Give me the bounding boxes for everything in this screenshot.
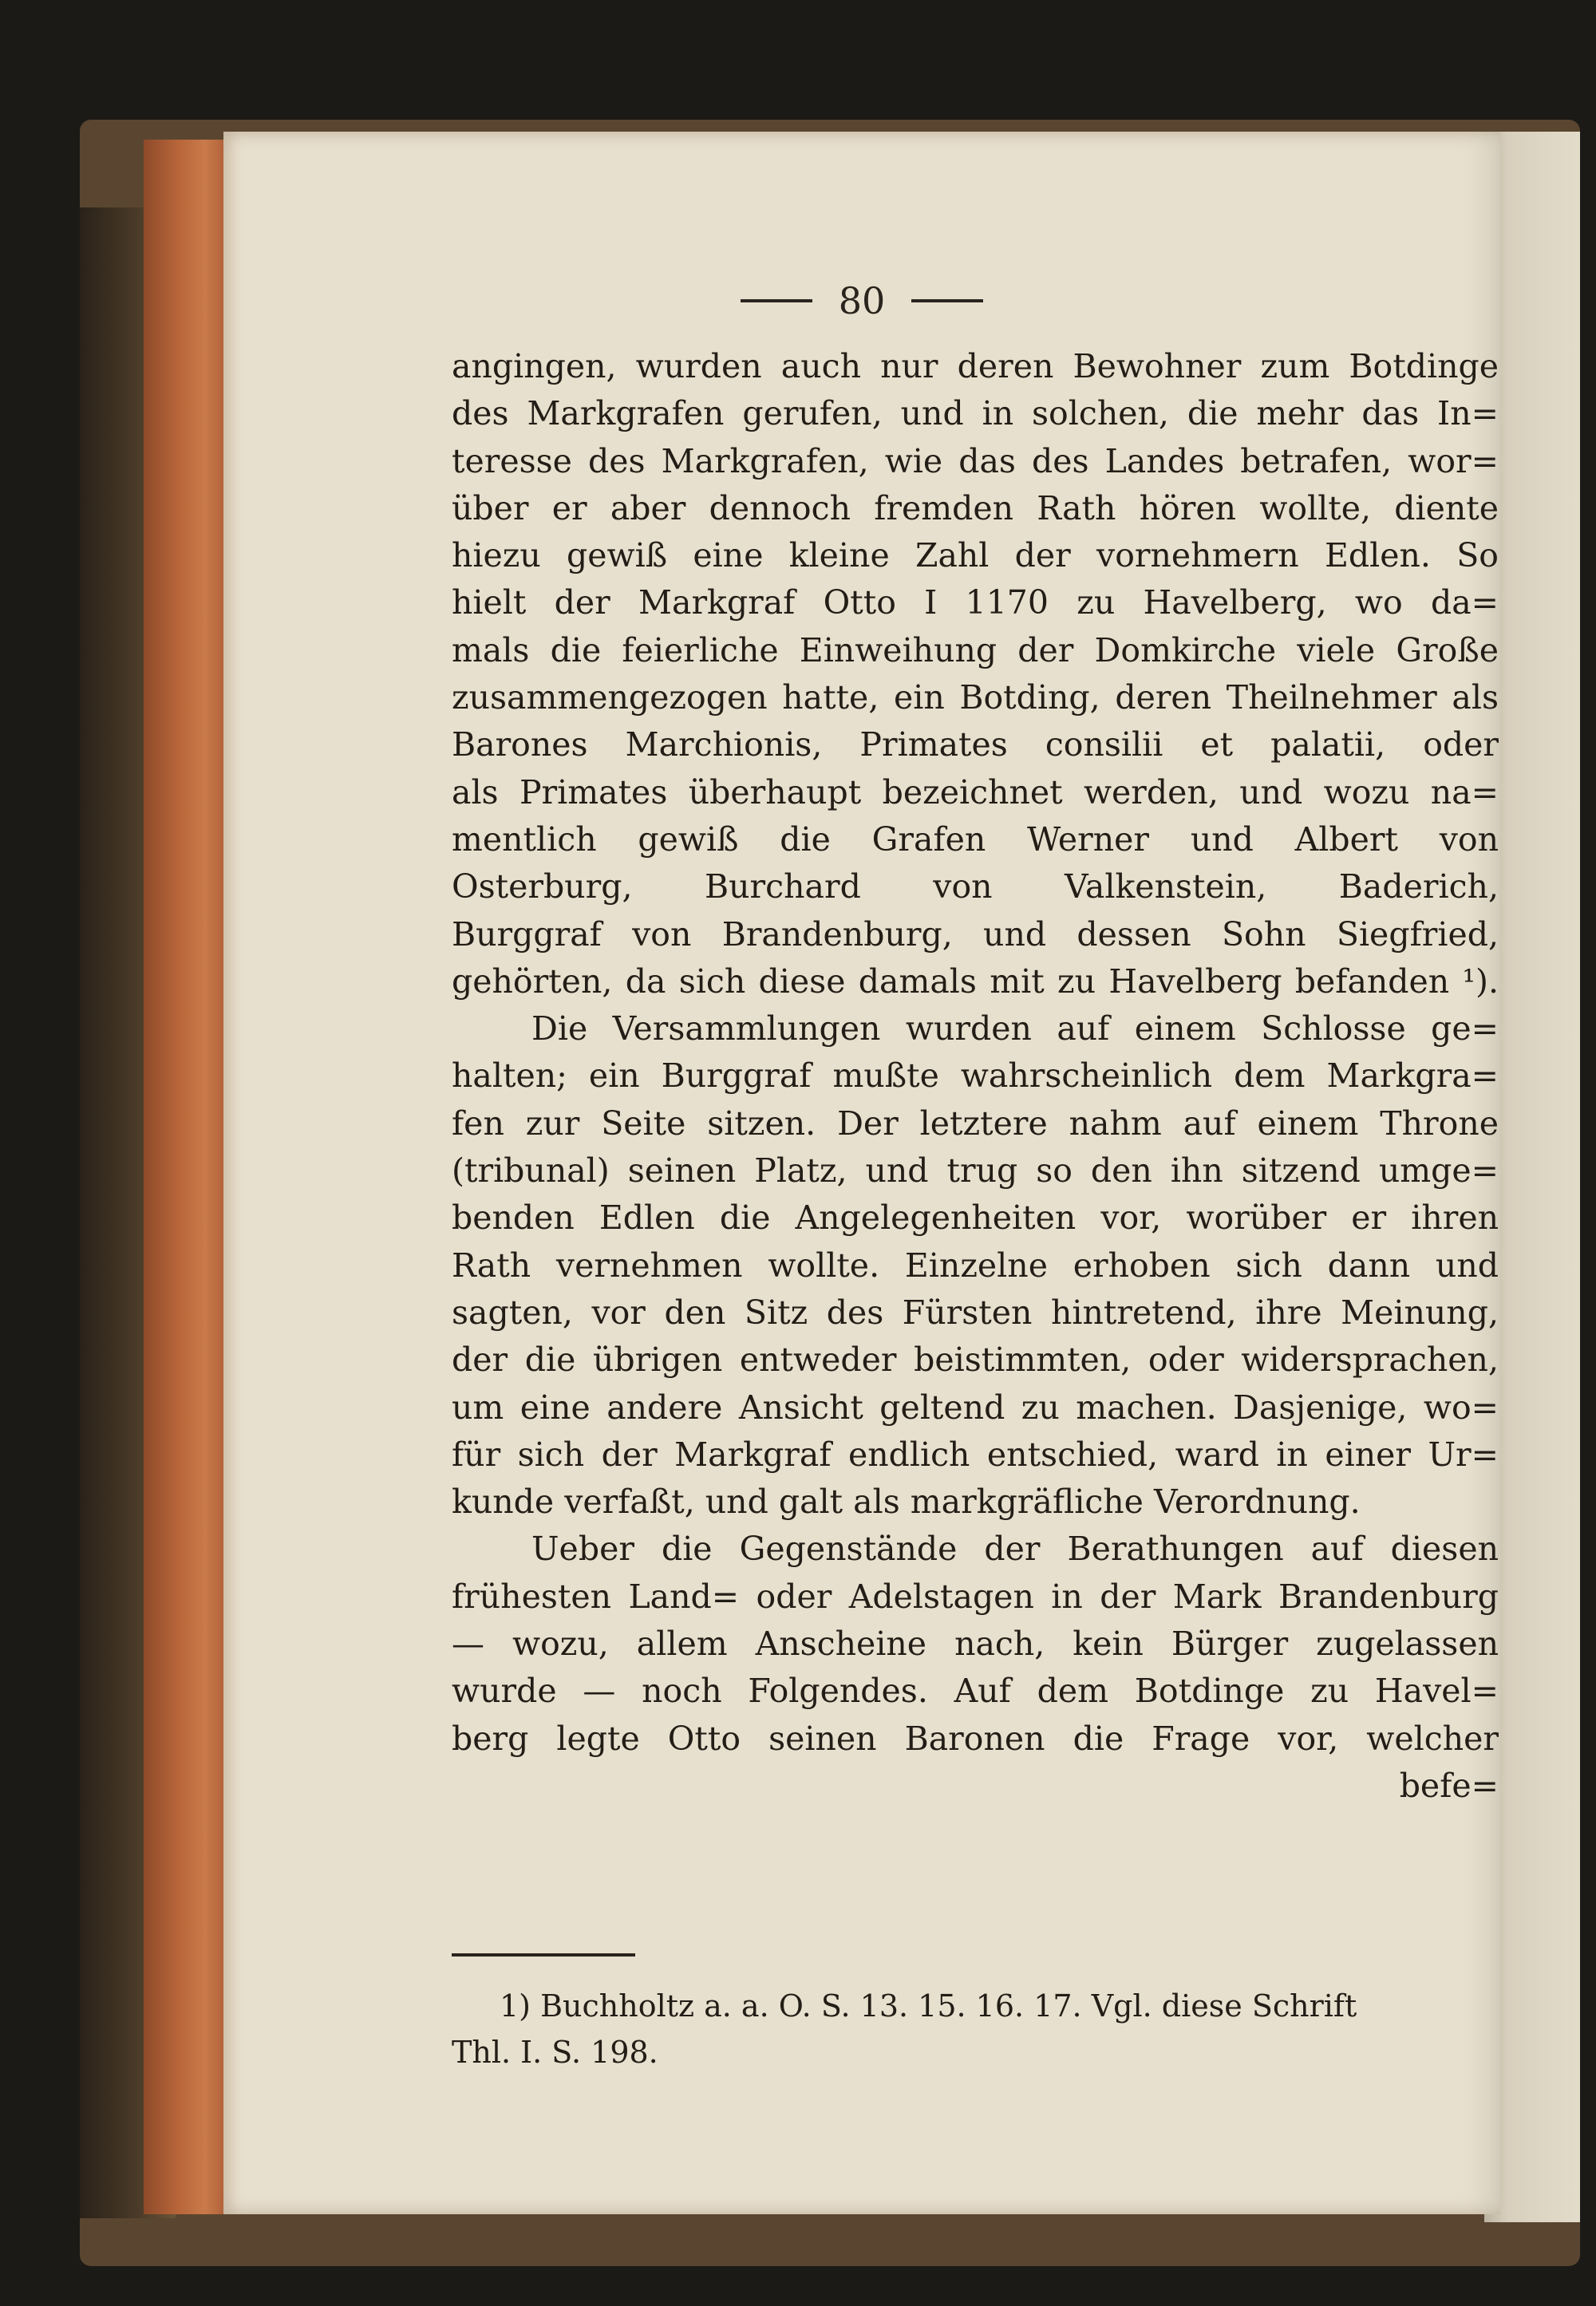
- text-line: Burggraf von Brandenburg, und dessen Sohn Siegfried,: [452, 914, 1499, 954]
- text-line: — wozu, allem Anscheine nach, kein Bürger zugelassen: [452, 1625, 1499, 1664]
- text-line: kunde verfaßt, und galt als markgräfliche Verordnung.: [452, 1483, 1361, 1522]
- text-line: hiezu gewiß eine kleine Zahl der vornehmern Edlen. So: [452, 536, 1499, 575]
- text-line: Die Versammlungen wurden auf einem Schlosse ge=: [531, 1009, 1499, 1048]
- text-line: über er aber dennoch fremden Rath hören wollte, diente: [452, 488, 1499, 527]
- catchword: befe=: [1399, 1766, 1499, 1805]
- text-line: für sich der Markgraf endlich entschied, ward in einer Ur=: [452, 1435, 1499, 1474]
- text-line: frühesten Land= oder Adelstagen in der Mark Brandenburg: [452, 1577, 1499, 1616]
- text-line: Barones Marchionis, Primates consilii et palatii, oder: [452, 725, 1499, 764]
- page-header: [223, 279, 1500, 343]
- body-text: [452, 343, 1499, 1810]
- text-line: halten; ein Burggraf mußte wahrscheinlich dem Markgra=: [452, 1056, 1499, 1096]
- page-number: 80: [838, 279, 886, 322]
- text-line: wurde — noch Folgendes. Auf dem Botdinge zu Havel=: [452, 1672, 1499, 1711]
- page-block-edge: [144, 140, 231, 2214]
- footnote-line: Thl. I. S. 198.: [452, 2035, 658, 2070]
- footnotes: [452, 1983, 1499, 2075]
- text-line: berg legte Otto seinen Baronen die Frage vor, welcher: [452, 1719, 1499, 1758]
- text-line: hielt der Markgraf Otto I 1170 zu Havelberg, wo da=: [452, 583, 1499, 622]
- text-line: angingen, wurden auch nur deren Bewohner zum Botdinge: [452, 347, 1499, 385]
- text-line: Ueber die Gegenstände der Berathungen auf diesen: [531, 1530, 1499, 1569]
- text-line: fen zur Seite sitzen. Der letztere nahm auf einem Throne: [452, 1104, 1499, 1143]
- book-page: [223, 132, 1500, 2214]
- text-line: sagten, vor den Sitz des Fürsten hintretend, ihre Meinung,: [452, 1293, 1499, 1332]
- header-dash-left: [741, 299, 812, 302]
- text-line: mals die feierliche Einweihung der Domkirche viele Große: [452, 630, 1499, 669]
- text-line: Rath vernehmen wollte. Einzelne erhoben sich dann und: [452, 1246, 1499, 1285]
- text-line: teresse des Markgrafen, wie das des Landes betrafen, wor=: [452, 441, 1499, 480]
- text-line: der die übrigen entweder beistimmten, oder widersprachen,: [452, 1341, 1499, 1380]
- text-line: benden Edlen die Angelegenheiten vor, worüber er ihren: [452, 1198, 1499, 1238]
- text-line: als Primates überhaupt bezeichnet werden, und wozu na=: [452, 772, 1499, 811]
- text-line: mentlich gewiß die Grafen Werner und Albert von: [452, 819, 1499, 859]
- text-line: um eine andere Ansicht geltend zu machen. Dasjenige, wo=: [452, 1388, 1499, 1427]
- footnote-line: 1) Buchholtz a. a. O. S. 13. 15. 16. 17. Vgl. diese Schrift: [500, 1988, 1357, 2024]
- text-line: Osterburg, Burchard von Valkenstein, Baderich,: [452, 867, 1499, 906]
- text-line: (tribunal) seinen Platz, und trug so den ihn sitzend umge=: [452, 1151, 1499, 1191]
- text-line: zusammengezogen hatte, ein Botding, deren Theilnehmer als: [452, 678, 1499, 717]
- footnote-rule: [452, 1953, 635, 1957]
- header-dash-right: [911, 299, 983, 302]
- text-line: des Markgrafen gerufen, und in solchen, die mehr das In=: [452, 394, 1499, 433]
- text-line: gehörten, da sich diese damals mit zu Havelberg befanden ¹).: [452, 961, 1499, 1001]
